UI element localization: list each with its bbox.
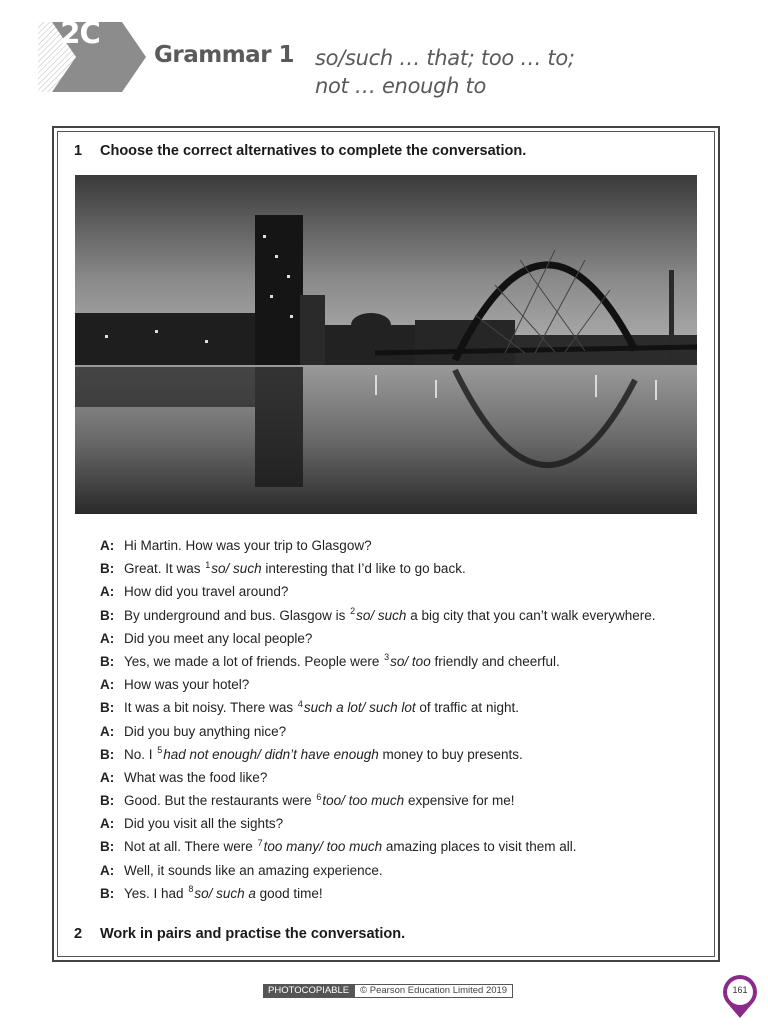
dialogue-line xyxy=(100,627,700,650)
line-text-before: Did you buy anything nice? xyxy=(124,723,287,739)
gap-alternatives: so/ such xyxy=(211,561,262,577)
dialogue xyxy=(100,534,700,905)
speaker-label: B: xyxy=(100,653,115,669)
unit-code: 2C xyxy=(60,16,100,50)
speaker-label: B: xyxy=(100,885,115,901)
gap-alternatives: so/ such a xyxy=(194,885,256,901)
line-text-before: What was the food like? xyxy=(124,769,268,785)
gap-alternatives: so/ such xyxy=(356,607,407,623)
speaker-label: B: xyxy=(100,561,115,577)
dialogue-line xyxy=(100,859,700,882)
speaker-label: B: xyxy=(100,793,115,809)
line-text-after: of traffic at night. xyxy=(415,700,519,716)
task-2-number: 2 xyxy=(74,926,83,942)
dialogue-line xyxy=(100,696,700,719)
page-number: 161 xyxy=(732,985,748,995)
gap-alternatives: so/ too xyxy=(390,653,431,669)
subtitle-line-1: so/such … that; too … to; xyxy=(315,46,575,70)
speaker-label: A: xyxy=(100,630,115,646)
dialogue-line xyxy=(100,743,700,766)
subtitle-line-2: not … enough to xyxy=(315,74,487,98)
line-text-after: money to buy presents. xyxy=(378,746,523,762)
dialogue-line xyxy=(100,789,700,812)
gap-alternatives: had not enough/ didn’t have enough xyxy=(163,746,379,762)
dialogue-line xyxy=(100,812,700,835)
dialogue-line xyxy=(100,557,700,580)
line-text-before: Did you meet any local people? xyxy=(124,630,313,646)
speaker-label: A: xyxy=(100,584,115,600)
line-text-after: expensive for me! xyxy=(404,793,515,809)
line-text-before: How was your hotel? xyxy=(124,677,250,693)
task-1-text: Choose the correct alternatives to complete the conversation. xyxy=(100,143,527,159)
dialogue-line xyxy=(100,534,700,557)
speaker-label: B: xyxy=(100,746,115,762)
line-text-before: How did you travel around? xyxy=(124,584,289,600)
gap-number: 2 xyxy=(350,606,356,617)
line-text-before: Not at all. There were xyxy=(124,839,257,855)
photocopiable-label: PHOTOCOPIABLE xyxy=(263,984,354,998)
task-1-instruction xyxy=(74,143,526,159)
page-title: Grammar 1 xyxy=(154,42,295,68)
gap-alternatives: too/ too much xyxy=(322,793,405,809)
task-2-text: Work in pairs and practise the conversation. xyxy=(100,926,406,942)
glasgow-photo xyxy=(75,175,697,514)
dialogue-line xyxy=(100,882,700,905)
line-text-after: good time! xyxy=(255,885,323,901)
speaker-label: A: xyxy=(100,816,115,832)
speaker-label: A: xyxy=(100,677,115,693)
gap-number: 3 xyxy=(384,652,390,663)
speaker-label: A: xyxy=(100,769,115,785)
dialogue-line xyxy=(100,604,700,627)
speaker-label: A: xyxy=(100,862,115,878)
line-text-after: friendly and cheerful. xyxy=(430,653,560,669)
line-text-before: Did you visit all the sights? xyxy=(124,816,284,832)
gap-number: 5 xyxy=(157,745,163,756)
speaker-label: A: xyxy=(100,723,115,739)
speaker-label: A: xyxy=(100,538,115,553)
line-text-before: Great. It was xyxy=(124,561,205,577)
line-text-before: Yes. I had xyxy=(124,885,188,901)
line-text-after: interesting that I’d like to go back. xyxy=(261,561,466,577)
dialogue-line xyxy=(100,720,700,743)
task-2-instruction xyxy=(74,926,405,942)
speaker-label: B: xyxy=(100,839,115,855)
line-text-before: Hi Martin. How was your trip to Glasgow? xyxy=(124,538,372,553)
line-text-after: a big city that you can’t walk everywhere. xyxy=(406,607,656,623)
footer xyxy=(263,984,513,998)
line-text-before: Yes, we made a lot of friends. People were xyxy=(124,653,384,669)
line-text-before: Well, it sounds like an amazing experience. xyxy=(124,862,383,878)
dialogue-line xyxy=(100,835,700,858)
line-text-after: amazing places to visit them all. xyxy=(382,839,577,855)
page-pin-icon xyxy=(720,974,760,1020)
line-text-before: It was a bit noisy. There was xyxy=(124,700,297,716)
gap-number: 1 xyxy=(205,559,211,570)
page-subtitle xyxy=(315,44,575,100)
gap-number: 6 xyxy=(316,791,322,802)
line-text-before: By underground and bus. Glasgow is xyxy=(124,607,350,623)
speaker-label: B: xyxy=(100,700,115,716)
gap-alternatives: such a lot/ such lot xyxy=(303,700,416,716)
gap-number: 4 xyxy=(297,698,303,709)
gap-number: 7 xyxy=(257,837,263,848)
dialogue-line xyxy=(100,766,700,789)
line-text-before: Good. But the restaurants were xyxy=(124,793,316,809)
dialogue-line xyxy=(100,580,700,603)
dialogue-line xyxy=(100,673,700,696)
dialogue-line xyxy=(100,650,700,673)
speaker-label: B: xyxy=(100,607,115,623)
task-1-number: 1 xyxy=(74,143,83,159)
line-text-before: No. I xyxy=(124,746,157,762)
gap-alternatives: too many/ too much xyxy=(263,839,383,855)
gap-number: 8 xyxy=(188,884,194,895)
copyright-text: © Pearson Education Limited 2019 xyxy=(354,984,513,998)
